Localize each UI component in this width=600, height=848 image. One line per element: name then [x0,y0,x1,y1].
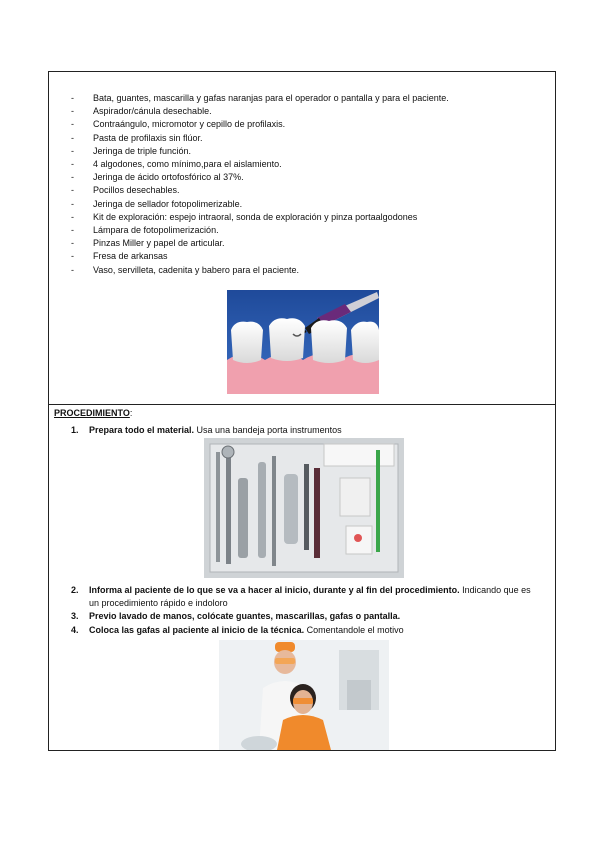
list-item: - Jeringa de ácido ortofosfórico al 37%. [71,172,244,183]
list-item: - Pocillos desechables. [71,185,180,196]
section-divider [49,404,555,405]
list-item: - Vaso, servilleta, cadenita y babero para el paciente. [71,264,299,275]
procedure-step-3: 3. Previo lavado de manos, colócate guantes, mascarillas, gafas o pantalla. [71,611,401,621]
list-item: - Contraángulo, micromotor y cepillo de profilaxis. [71,119,286,130]
procedure-step-1: 1. Prepara todo el material. Usa una bandeja porta instrumentos [71,425,342,435]
document-frame [48,71,556,751]
list-item: - Kit de exploración: espejo intraoral, sonda de exploración y pinza portaalgodones [71,211,418,222]
list-item: - Aspirador/cánula desechable. [71,106,212,117]
list-item: - 4 algodones, como mínimo,para el aislamiento. [71,159,282,170]
procedure-step-4: 4. Coloca las gafas al paciente al inicio de la técnica. Comentandole el motivo [71,625,404,635]
list-item: - Pasta de profilaxis sin flúor. [71,132,203,143]
list-item: - Bata, guantes, mascarilla y gafas naranjas para el operador o pantalla y para el paciente. [71,93,449,103]
list-item: - Jeringa de triple función. [71,145,192,156]
materials-list [71,92,551,277]
list-item: - Fresa de arkansas [71,251,168,262]
list-item: - Pinzas Miller y papel de articular. [71,238,225,249]
procedure-heading: PROCEDIMIENTO: [54,408,133,418]
sealant-application-illustration [227,290,379,394]
procedure-step-2: 2. Informa al paciente de lo que se va a hacer al inicio, durante y al fin del procedimiento. Indicando que es un procedimiento rápido e indoloro [71,585,531,608]
instrument-tray-photo [204,438,404,578]
patient-with-glasses-photo [219,640,389,750]
list-item: - Jeringa de sellador fotopolimerizable. [71,198,243,209]
list-item: - Lámpara de fotopolimerización. [71,225,219,236]
